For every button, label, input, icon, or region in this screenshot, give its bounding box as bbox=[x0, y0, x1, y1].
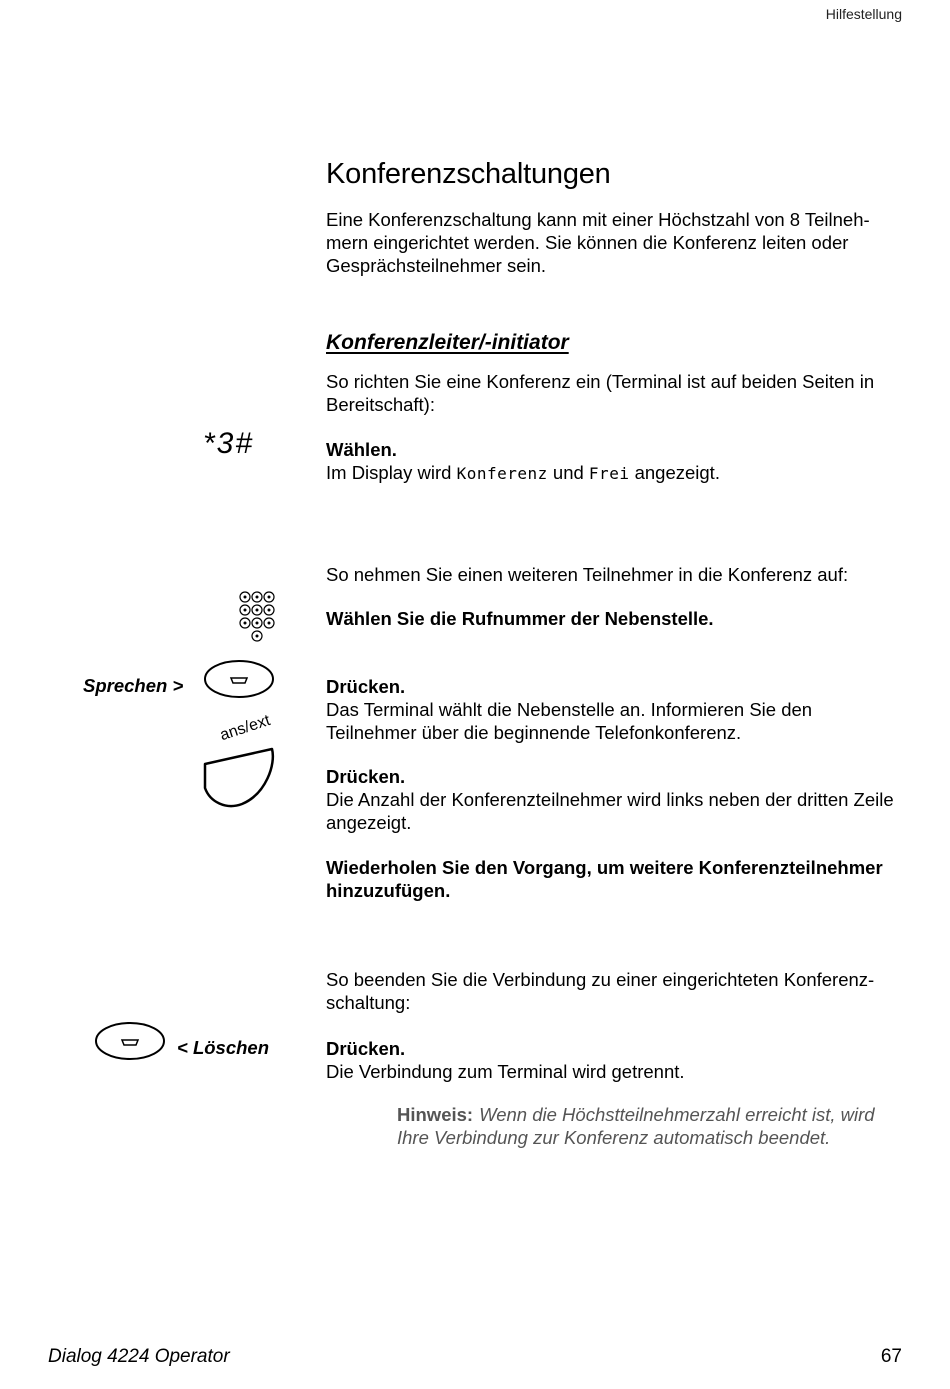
display-mid: und bbox=[552, 462, 584, 483]
note-text: Wenn die Höchstteilnehmerzahl erreicht ist, wird Ihre Verbindung zur Konferenz automatisch beendet. bbox=[397, 1104, 875, 1148]
intro-paragraph: Eine Konferenzschaltung kann mit einer Höchstzahl von 8 Teilneh-mern eingerichtet werden. Sie können die Konferenz leiten oder Gesprächsteilnehmer sein. bbox=[326, 209, 870, 276]
ans-ext-label: ans/ext bbox=[218, 712, 273, 745]
add-intro: So nehmen Sie einen weiteren Teilnehmer in die Konferenz auf: bbox=[326, 564, 849, 585]
end-press-action: Drücken. bbox=[326, 1038, 406, 1059]
keypad-icon bbox=[238, 589, 278, 643]
note-box bbox=[397, 1103, 907, 1149]
press1-text: Das Terminal wählt die Nebenstelle an. Informieren Sie den Teilnehmer über die beginnende Telefonkonferenz. bbox=[326, 699, 813, 743]
section-heading: Konferenzleiter/-initiator bbox=[326, 331, 569, 354]
press1-action: Drücken. bbox=[326, 676, 406, 697]
setup-intro: So richten Sie eine Konferenz ein (Terminal ist auf beiden Seiten in Bereitschaft): bbox=[326, 371, 875, 415]
running-header: Hilfestellung bbox=[825, 6, 902, 22]
press2-action: Drücken. bbox=[326, 766, 406, 787]
end-press-text: Die Verbindung zum Terminal wird getrennt. bbox=[326, 1061, 685, 1082]
display-konferenz: Konferenz bbox=[456, 464, 548, 483]
end-intro: So beenden Sie die Verbindung zu einer eingerichteten Konferenz-schaltung: bbox=[326, 969, 875, 1013]
loeschen-label: < Löschen bbox=[177, 1037, 270, 1058]
page-title: Konferenzschaltungen bbox=[326, 158, 611, 190]
display-frei: Frei bbox=[588, 464, 630, 483]
press2-text: Die Anzahl der Konferenzteilnehmer wird links neben der dritten Zeile angezeigt. bbox=[326, 789, 894, 833]
dial-instruction: Wählen Sie die Rufnummer der Nebenstelle. bbox=[326, 608, 714, 629]
sprechen-label: Sprechen > bbox=[83, 675, 184, 696]
repeat-instruction: Wiederholen Sie den Vorgang, um weitere Konferenzteilnehmer hinzuzufügen. bbox=[326, 857, 883, 901]
ans-ext-key-icon[interactable] bbox=[200, 744, 278, 810]
setup-display-line bbox=[326, 461, 906, 485]
softkey-loeschen-icon[interactable] bbox=[94, 1021, 166, 1061]
setup-action: Wählen. bbox=[326, 439, 397, 460]
star-3-hash-code: *3# bbox=[203, 427, 255, 460]
footer-product: Dialog 4224 Operator bbox=[48, 1346, 230, 1367]
display-suffix: angezeigt. bbox=[634, 462, 720, 483]
page-number: 67 bbox=[880, 1346, 902, 1367]
note-label: Hinweis: bbox=[397, 1104, 474, 1125]
display-prefix: Im Display wird bbox=[326, 462, 452, 483]
softkey-sprechen-icon[interactable] bbox=[203, 659, 275, 699]
